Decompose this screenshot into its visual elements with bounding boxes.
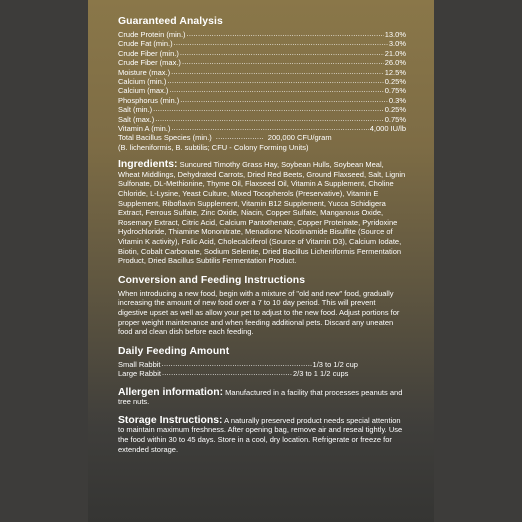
guaranteed-analysis-section [118, 16, 406, 152]
bacillus-note: (B. licheniformis, B. subtilis; CFU - Colony Forming Units) [118, 142, 309, 152]
allergen-text: Manufactured in a facility that processes peanuts and tree nuts. [118, 387, 403, 407]
analysis-label: Calcium (max.) [118, 86, 169, 96]
leader-dots [180, 96, 388, 105]
leader-dots [169, 86, 383, 95]
analysis-label: Moisture (max.) [118, 67, 171, 77]
analysis-value: 0.3% [388, 95, 406, 105]
analysis-value: 4,000 IU/lb [369, 124, 406, 134]
analysis-row [118, 86, 406, 95]
daily-feeding-heading: Daily Feeding Amount [118, 345, 230, 357]
daily-feeding-list [118, 360, 406, 379]
analysis-label: Crude Protein (min.) [118, 30, 186, 39]
conversion-heading: Conversion and Feeding Instructions [118, 274, 306, 286]
storage-text: A naturally preserved product needs special attention to maintain maximum freshness. After opening bag, remove air and reseal tightly. Use the food within 30 to 45 days. Store in a cool, dry location. Refrigerate or freeze for extended storage. [118, 415, 403, 454]
bacillus-label: Total Bacillus Species (min.) [118, 133, 212, 143]
leader-dots [187, 30, 384, 39]
analysis-label: Phosphorus (min.) [118, 95, 180, 105]
analysis-label: Salt (min.) [118, 105, 153, 115]
feeding-value: 2/3 to 1 1/2 cups [292, 369, 349, 379]
leader-dots [153, 105, 384, 114]
leader-dots [182, 58, 384, 67]
analysis-value: 3.0% [388, 39, 406, 49]
analysis-row [118, 68, 406, 77]
analysis-value: 0.75% [384, 114, 406, 124]
analysis-value: 21.0% [384, 48, 406, 58]
ingredients-section [118, 160, 406, 266]
bacillus-value: 200,000 CFU/gram [267, 133, 332, 143]
analysis-value: 0.25% [384, 105, 406, 115]
analysis-label: Crude Fiber (max.) [118, 58, 181, 68]
analysis-value: 26.0% [384, 58, 406, 68]
allergen-section [118, 388, 406, 407]
analysis-label: Salt (max.) [118, 114, 155, 124]
analysis-row [118, 124, 406, 133]
storage-heading: Storage Instructions: [118, 414, 223, 426]
feeding-row [118, 360, 406, 369]
leader-dots [155, 115, 383, 124]
analysis-row [118, 30, 406, 39]
analysis-row [118, 49, 406, 58]
guaranteed-analysis-heading: Guaranteed Analysis [118, 16, 223, 27]
leader-dots [216, 133, 264, 142]
analysis-row [118, 96, 406, 105]
leader-dots [162, 369, 292, 378]
bacillus-row [118, 133, 406, 142]
analysis-value: 0.25% [384, 77, 406, 87]
storage-paragraph [118, 416, 406, 454]
analysis-label: Crude Fiber (min.) [118, 48, 179, 58]
leader-dots [171, 68, 384, 77]
analysis-row [118, 58, 406, 67]
analysis-label: Crude Fat (min.) [118, 39, 173, 49]
analysis-row [118, 39, 406, 48]
leader-dots [171, 124, 368, 133]
leader-dots [167, 77, 383, 86]
feeding-label: Large Rabbit [118, 369, 161, 379]
ingredients-heading: Ingredients: [118, 159, 178, 171]
feeding-row [118, 369, 406, 378]
conversion-section [118, 275, 406, 337]
feeding-value: 1/3 to 1/2 cup [312, 359, 358, 369]
analysis-label: Vitamin A (min.) [118, 124, 171, 134]
analysis-row [118, 77, 406, 86]
guaranteed-analysis-list [118, 30, 406, 133]
leader-dots [162, 360, 312, 369]
daily-feeding-section [118, 346, 406, 379]
analysis-value: 13.0% [384, 30, 406, 39]
analysis-row [118, 115, 406, 124]
analysis-label: Calcium (min.) [118, 77, 167, 87]
allergen-paragraph [118, 388, 406, 407]
nutrition-label-panel [88, 0, 434, 522]
conversion-text: When introducing a new food, begin with a mixture of "old and new" food, gradually increasing the amount of new food over a 7 to 10 day period. This will prevent digestive upset as well as allow your pet to adjust to the new food. Adjust portions for proper weight maintenance and when feeding additional pets. Discard any uneaten food and clean dish before each feeding. [118, 288, 400, 337]
allergen-heading: Allergen information: [118, 386, 224, 398]
analysis-row [118, 105, 406, 114]
ingredients-text: Suncured Timothy Grass Hay, Soybean Hulls, Soybean Meal, Wheat Middlings, Dehydrated Carrots, Dried Red Beets, Ground Flaxseed, Salt, Lignin Sulfonate, DL-Methionine, Thyme Oil, Flaxseed Oil, Vitamin A Supplement, Choline Chloride, L-Lysine, Yeast Culture, Mixed Tocopherols (Preservative), Vitamin E Supplement, Riboflavin Supplement, Vitamin B12 Supplement, Yucca Schidigera Extract, Ferrous Sulfate, Zinc Oxide, Niacin, Copper Sulfate, Manganous Oxide, Rosemary Extract, Citric Acid, Calcium Pantothenate, Copper Proteinate, Pyridoxine Hydrochloride, Thiamine Mononitrate, Menadione Nicotinamide Bisulfite (Source of Vitamin K activity), Folic Acid, Cholecalciferol (Source of Vitamin D3), Calcium Iodate, Biotin, Cobalt Carbonate, Sodium Selenite, Dried Bacillus Licheniformis Fermentation Product, Dried Bacillus Subtilis Fermentation Product. [118, 160, 406, 266]
leader-dots [174, 39, 388, 48]
storage-section [118, 416, 406, 454]
feeding-label: Small Rabbit [118, 359, 161, 369]
leader-dots [180, 49, 384, 58]
analysis-value: 0.75% [384, 86, 406, 96]
ingredients-paragraph [118, 160, 406, 266]
analysis-value: 12.5% [384, 67, 406, 77]
